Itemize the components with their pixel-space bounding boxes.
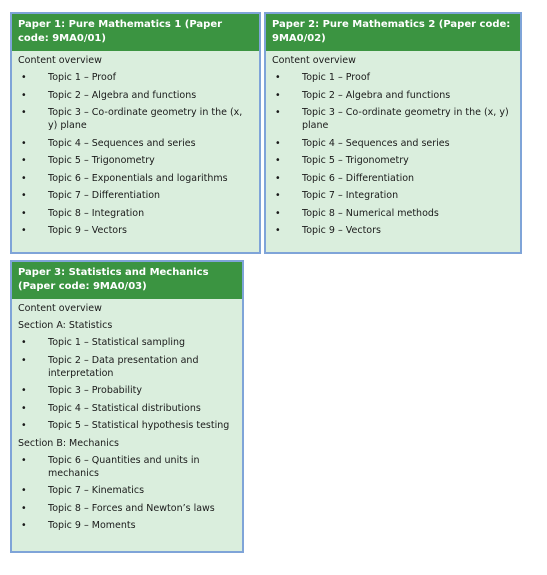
bullet-icon: •	[21, 225, 27, 236]
bullet-icon: •	[21, 502, 27, 514]
paper-3-card	[10, 260, 244, 553]
paper-1-card	[10, 12, 261, 254]
section-b-topic-list	[18, 454, 236, 533]
topic-label: Topic 1 – Statistical sampling	[48, 337, 186, 348]
topic-label: Topic 3 – Probability	[48, 385, 142, 396]
paper-2-title: Paper 2: Pure Mathematics 2 (Paper code: 9MA0/02)	[266, 14, 520, 51]
topic-label: Topic 8 – Numerical methods	[302, 207, 439, 219]
paper-3-title: Paper 3: Statistics and Mechanics (Paper code: 9MA0/03)	[12, 262, 242, 299]
list-item	[272, 224, 514, 237]
list-item	[272, 137, 514, 150]
list-item	[18, 224, 253, 237]
bullet-icon: •	[21, 385, 27, 396]
list-item	[18, 189, 253, 202]
bullet-icon: •	[275, 207, 281, 219]
topic-label: Topic 8 – Integration	[48, 207, 145, 219]
list-item	[18, 419, 236, 432]
topic-label: Topic 3 – Co-ordinate geometry in the (x, y) plane	[302, 107, 509, 131]
section-b-heading: Section B: Mechanics	[18, 437, 119, 449]
list-item	[18, 354, 236, 380]
bullet-icon: •	[21, 172, 27, 184]
list-item	[272, 106, 514, 132]
bullet-icon: •	[21, 402, 27, 414]
list-item	[18, 384, 236, 397]
list-item	[18, 172, 253, 185]
paper-1-overview-label: Content overview	[18, 55, 102, 66]
list-item	[18, 137, 253, 150]
bullet-icon: •	[275, 225, 281, 236]
paper-1-topic-list	[18, 71, 253, 237]
topic-label: Topic 7 – Differentiation	[48, 190, 161, 201]
bullet-icon: •	[275, 107, 281, 118]
bullet-icon: •	[275, 155, 281, 166]
bullet-icon: •	[21, 107, 27, 118]
list-item	[18, 106, 253, 132]
list-item	[272, 172, 514, 185]
topic-label: Topic 1 – Proof	[48, 72, 116, 83]
topic-label: Topic 6 – Exponentials and logarithms	[48, 172, 228, 184]
topic-label: Topic 9 – Vectors	[302, 225, 381, 236]
list-item	[272, 189, 514, 202]
bullet-icon: •	[21, 72, 27, 83]
bullet-icon: •	[21, 420, 27, 431]
bullet-icon: •	[21, 485, 27, 496]
topic-label: Topic 6 – Differentiation	[302, 172, 415, 184]
paper-2-card	[264, 12, 522, 254]
list-item	[18, 207, 253, 220]
paper-2-overview-label: Content overview	[272, 55, 356, 66]
bullet-icon: •	[21, 155, 27, 166]
topic-label: Topic 9 – Vectors	[48, 225, 127, 236]
paper-1-title: Paper 1: Pure Mathematics 1 (Paper code: 9MA0/01)	[12, 14, 259, 51]
list-item	[18, 502, 236, 515]
bullet-icon: •	[275, 172, 281, 184]
bullet-icon: •	[21, 190, 27, 201]
section-a-topic-list	[18, 336, 236, 432]
topic-label: Topic 4 – Sequences and series	[302, 137, 450, 149]
list-item	[272, 207, 514, 220]
list-item	[18, 402, 236, 415]
list-item	[18, 519, 236, 532]
topic-label: Topic 5 – Trigonometry	[48, 155, 155, 166]
topic-label: Topic 4 – Sequences and series	[48, 137, 196, 149]
topic-label: Topic 5 – Trigonometry	[302, 155, 409, 166]
topic-label: Topic 3 – Co-ordinate geometry in the (x, y) plane	[48, 107, 243, 131]
topic-label: Topic 5 – Statistical hypothesis testing	[48, 420, 230, 431]
bullet-icon: •	[21, 354, 27, 366]
topic-label: Topic 8 – Forces and Newton’s laws	[48, 502, 215, 514]
bullet-icon: •	[21, 207, 27, 219]
topic-label: Topic 1 – Proof	[302, 72, 370, 83]
bullet-icon: •	[21, 137, 27, 149]
list-item	[18, 484, 236, 497]
list-item	[272, 71, 514, 84]
bullet-icon: •	[275, 89, 281, 101]
bullet-icon: •	[21, 454, 27, 466]
list-item	[18, 336, 236, 349]
section-a-heading: Section A: Statistics	[18, 320, 113, 331]
bullet-icon: •	[21, 89, 27, 101]
bullet-icon: •	[275, 190, 281, 201]
list-item	[18, 71, 253, 84]
topic-label: Topic 4 – Statistical distributions	[48, 402, 201, 414]
list-item	[272, 154, 514, 167]
bullet-icon: •	[275, 137, 281, 149]
bullet-icon: •	[21, 337, 27, 348]
list-item	[18, 154, 253, 167]
list-item	[272, 89, 514, 102]
paper-2-topic-list	[272, 71, 514, 237]
topic-label: Topic 7 – Kinematics	[48, 485, 145, 496]
list-item	[18, 89, 253, 102]
topic-label: Topic 6 – Quantities and units in mechanics	[48, 454, 200, 479]
bullet-icon: •	[21, 520, 27, 531]
bullet-icon: •	[275, 72, 281, 83]
topic-label: Topic 2 – Algebra and functions	[48, 89, 197, 101]
topic-label: Topic 2 – Data presentation and interpretation	[48, 354, 199, 379]
list-item	[18, 454, 236, 480]
topic-label: Topic 2 – Algebra and functions	[302, 89, 451, 101]
topic-label: Topic 9 – Moments	[48, 520, 136, 531]
paper-3-overview-label: Content overview	[18, 303, 102, 314]
topic-label: Topic 7 – Integration	[302, 190, 399, 201]
